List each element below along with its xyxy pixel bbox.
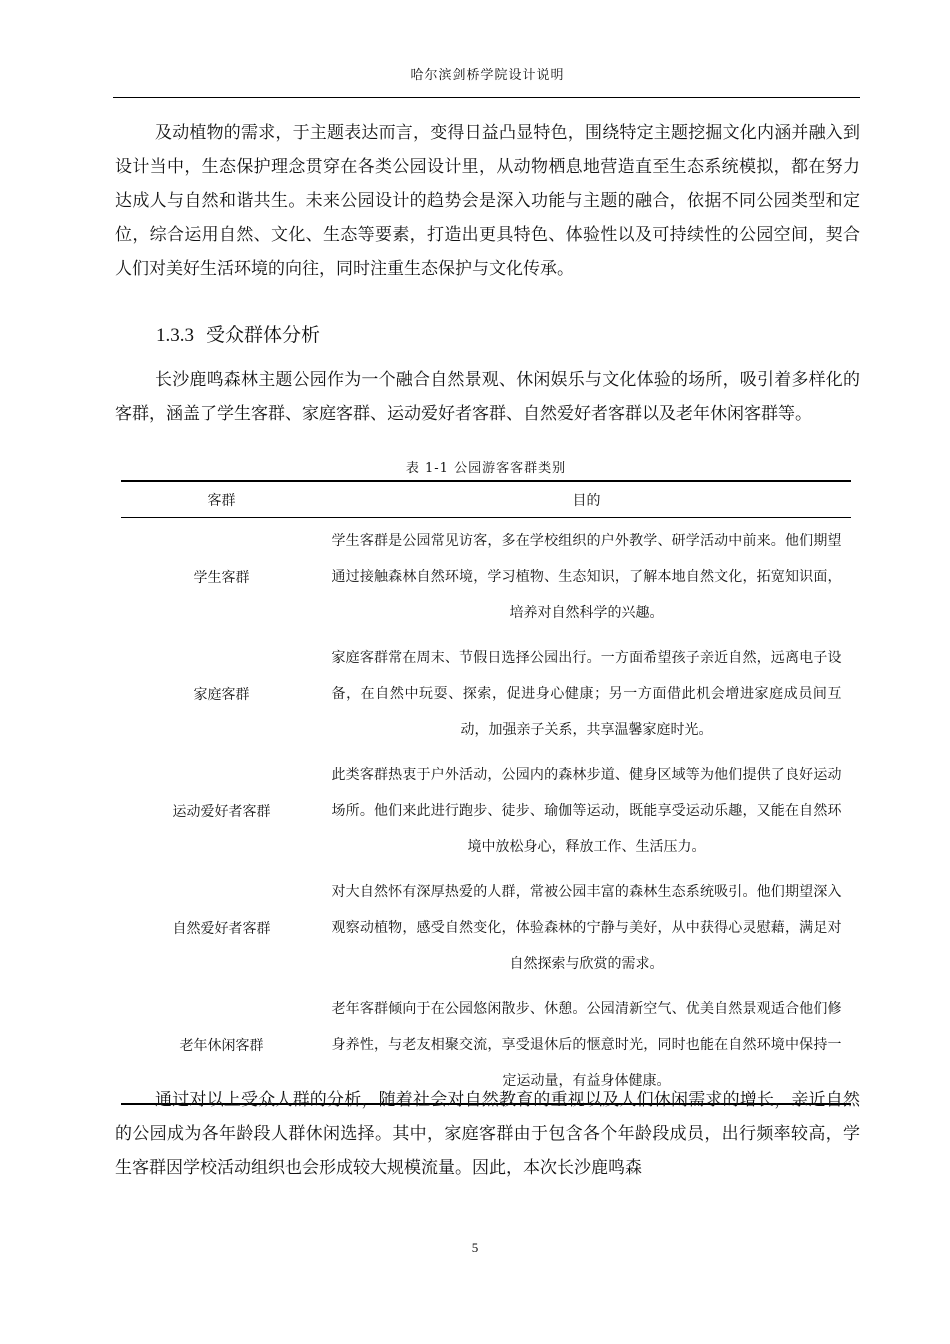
group-cell: 自然爱好者客群	[172, 920, 271, 937]
visitor-groups-table	[121, 480, 851, 1105]
table-row	[121, 635, 851, 752]
purpose-text: 老年客群倾向于在公园悠闲散步、休憩。公园清新空气、优美自然景观适合他们修身养性，与老友相聚交流，享受退休后的惬意时光，同时也能在自然环境中保持一定运动量，有益身体健康。	[331, 1001, 842, 1089]
purpose-cell	[322, 752, 851, 869]
purpose-text: 此类客群热衷于户外活动，公园内的森林步道、健身区域等为他们提供了良好运动场所。他们来此进行跑步、徒步、瑜伽等运动，既能享受运动乐趣，又能在自然环境中放松身心，释放工作、生活压力。	[331, 767, 842, 855]
section-heading	[156, 320, 320, 347]
paragraph-intro: 及动植物的需求，于主题表达而言，变得日益凸显特色，围绕特定主题挖掘文化内涵并融入到设计当中，生态保护理念贯穿在各类公园设计里，从动物栖息地营造直至生态系统模拟，都在努力达成人与自然和谐共生。未来公园设计的趋势会是深入功能与主题的融合，依据不同公园类型和定位，综合运用自然、文化、生态等要素，打造出更具特色、体验性以及可持续性的公园空间，契合人们对美好生活环境的向往，同时注重生态保护与文化传承。	[115, 123, 860, 279]
group-cell: 老年休闲客群	[179, 1037, 264, 1054]
group-cell: 学生客群	[193, 569, 250, 586]
group-cell: 运动爱好者客群	[172, 803, 271, 820]
purpose-cell	[322, 635, 851, 752]
purpose-text: 家庭客群常在周末、节假日选择公园出行。一方面希望孩子亲近自然，远离电子设备，在自然中玩耍、探索，促进身心健康；另一方面借此机会增进家庭成员间互动，加强亲子关系，共享温馨家庭时光。	[331, 650, 842, 738]
section-title: 受众群体分析	[206, 324, 321, 346]
paragraph-conclusion: 通过对以上受众人群的分析，随着社会对自然教育的重视以及人们休闲需求的增长，亲近自然的公园成为各年龄段人群休闲选择。其中，家庭客群由于包含各个年龄段成员，出行频率较高，学生客群因学校活动组织也会形成较大规模流量。因此，本次长沙鹿鸣森	[115, 1090, 860, 1178]
header-group: 客群	[207, 492, 236, 509]
table-row	[121, 518, 851, 636]
purpose-cell	[322, 869, 851, 986]
purpose-cell	[322, 518, 851, 636]
header-purpose: 目的	[572, 492, 601, 509]
paragraph-audience: 长沙鹿鸣森林主题公园作为一个融合自然景观、休闲娱乐与文化体验的场所，吸引着多样化的客群，涵盖了学生客群、家庭客群、运动爱好者客群、自然爱好者客群以及老年休闲客群等。	[115, 370, 860, 424]
page-header: 哈尔滨剑桥学院设计说明	[410, 68, 565, 83]
page-number: 5	[471, 1240, 479, 1255]
purpose-text: 对大自然怀有深厚热爱的人群，常被公园丰富的森林生态系统吸引。他们期望深入观察动植物，感受自然变化，体验森林的宁静与美好，从中获得心灵慰藉，满足对自然探索与欣赏的需求。	[331, 884, 842, 972]
table-header-row	[121, 481, 851, 518]
table-row	[121, 752, 851, 869]
section-number: 1.3.3	[156, 325, 194, 346]
header-divider	[113, 97, 860, 98]
table-caption: 表 1-1 公园游客客群类别	[405, 461, 567, 476]
group-cell: 家庭客群	[193, 686, 250, 703]
purpose-text: 学生客群是公园常见访客，多在学校组织的户外教学、研学活动中前来。他们期望通过接触森林自然环境，学习植物、生态知识，了解本地自然文化，拓宽知识面，培养对自然科学的兴趣。	[331, 533, 842, 621]
table-row	[121, 869, 851, 986]
